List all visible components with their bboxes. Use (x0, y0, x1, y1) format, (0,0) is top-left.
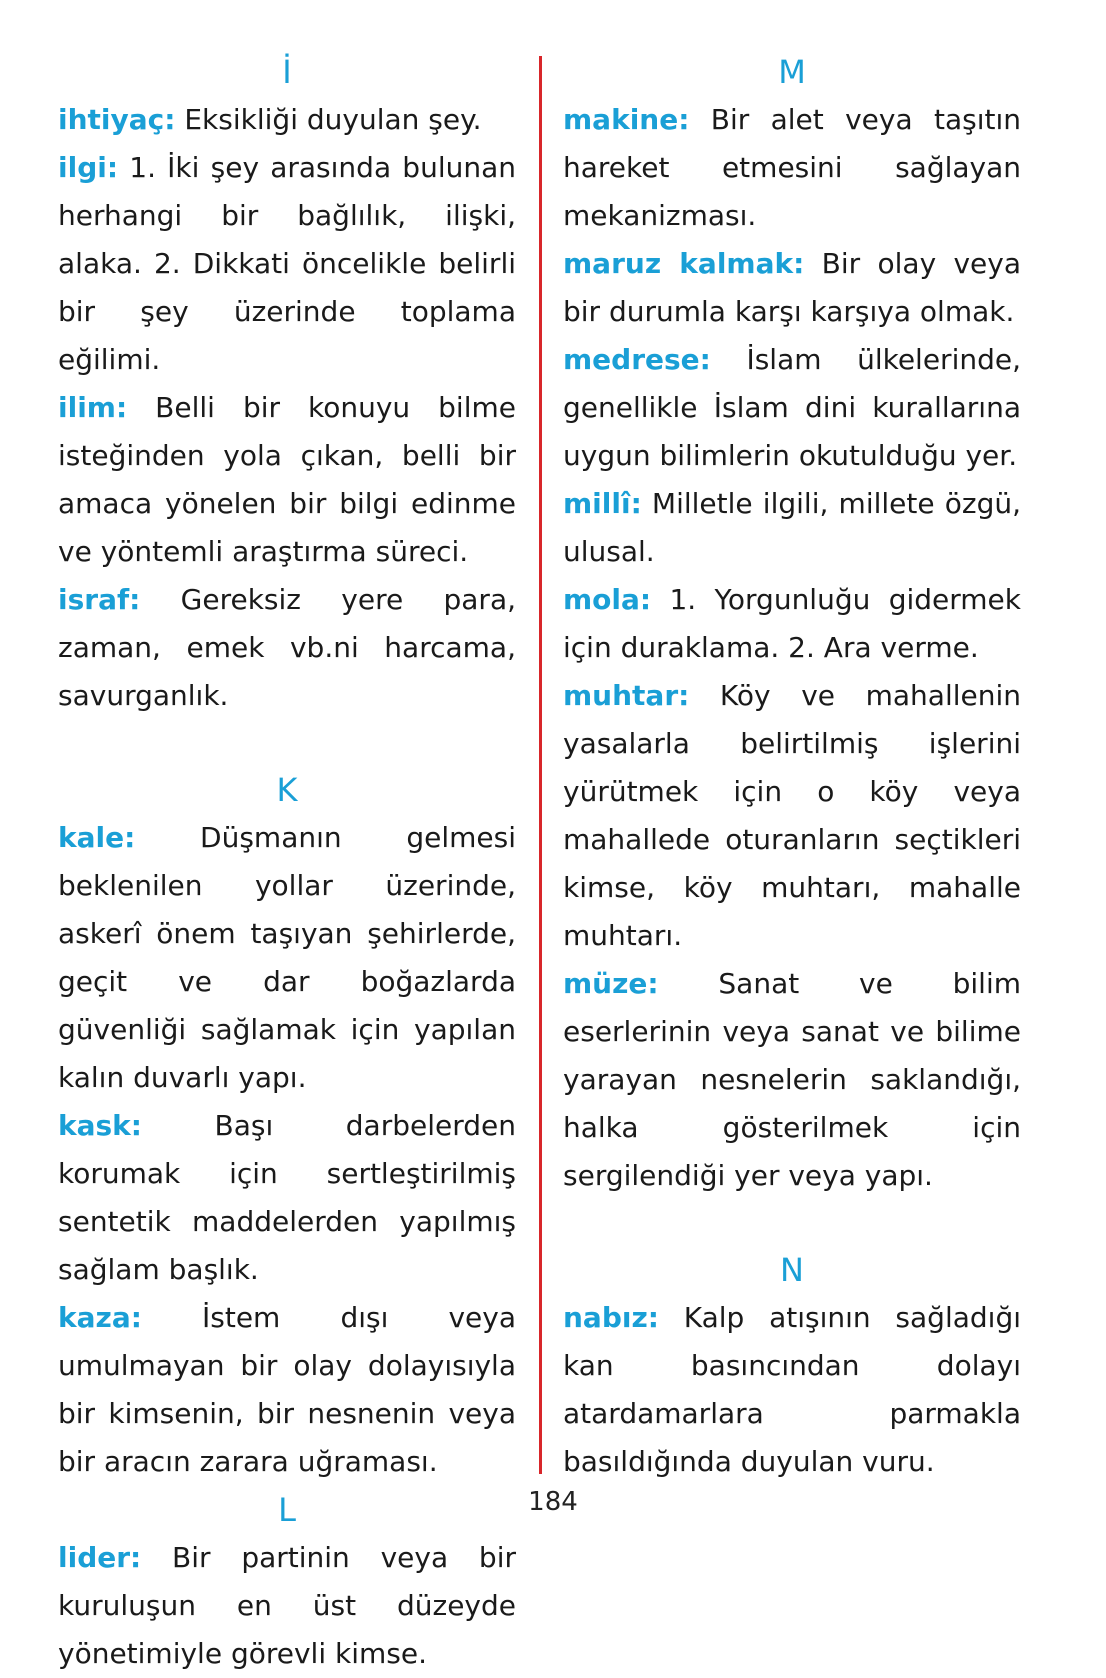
section-gap (563, 1200, 1021, 1246)
section-letter-n: N (780, 1251, 804, 1289)
glossary-entry (563, 1294, 1021, 1486)
section-letter-l: L (278, 1491, 296, 1529)
glossary-entry (563, 480, 1021, 576)
entries-m (563, 96, 1021, 1200)
entry-definition: Eksikliği duyulan şey. (175, 103, 482, 136)
glossary-entry (58, 814, 516, 1102)
entry-definition: Milletle ilgili, millete özgü, ulusal. (563, 487, 1021, 568)
entry-definition: Bir partinin veya bir kuruluşun en üst düzeyde yönetimiyle görevli kimse. (58, 1541, 516, 1670)
entry-definition: İslam ülkelerinde, genellikle İslam dini kurallarına uygun bilimlerin okutulduğu yer. (563, 343, 1021, 472)
glossary-entry (58, 576, 516, 720)
glossary-entry (58, 1294, 516, 1486)
entry-definition: Kalp atışının sağladığı kan basıncından dolayı atardamarlara parmakla basıldığında duyulan vuru. (563, 1301, 1021, 1478)
glossary-entry (563, 960, 1021, 1200)
entry-definition: 1. Yorgunluğu gidermek için duraklama. 2. Ara verme. (563, 583, 1021, 664)
entry-term: ihtiyaç: (58, 103, 176, 136)
entry-definition: Bir alet veya taşıtın hareket etmesini sağlayan mekanizması. (563, 103, 1021, 232)
glossary-entry (58, 144, 516, 384)
entry-definition: Düşmanın gelmesi beklenilen yollar üzerinde, askerî önem taşıyan şehirlerde, geçit ve dar boğazlarda güvenliği sağlamak için yapılan kalın duvarlı yapı. (58, 821, 516, 1094)
entry-term: mola: (563, 583, 652, 616)
entry-definition: İstem dışı veya umulmayan bir olay dolayısıyla bir kimsenin, bir nesnenin veya bir aracın zarara uğraması. (58, 1301, 516, 1478)
entry-term: ilgi: (58, 151, 119, 184)
glossary-entry (58, 96, 516, 144)
entry-definition: Gereksiz yere para, zaman, emek vb.ni harcama, savurganlık. (58, 583, 516, 712)
entry-definition: Belli bir konuyu bilme isteğinden yola çıkan, belli bir amaca yönelen bir bilgi edinme ve yöntemli araştırma süreci. (58, 391, 516, 568)
entry-term: lider: (58, 1541, 142, 1574)
section-gap (58, 720, 516, 766)
glossary-entry (58, 384, 516, 576)
entry-term: maruz kalmak: (563, 247, 805, 280)
entry-term: nabız: (563, 1301, 659, 1334)
entry-term: kask: (58, 1109, 142, 1142)
entry-term: ilim: (58, 391, 128, 424)
entry-definition: Bir olay veya bir durumla karşı karşıya olmak. (563, 247, 1022, 328)
section-letter-k: K (276, 771, 298, 809)
entries-l (58, 1534, 516, 1678)
entry-term: makine: (563, 103, 690, 136)
right-column (563, 48, 1021, 1486)
entry-term: muhtar: (563, 679, 690, 712)
section-letter-m: M (778, 53, 806, 91)
glossary-entry (58, 1102, 516, 1294)
entry-term: medrese: (563, 343, 711, 376)
entries-n (563, 1294, 1021, 1486)
entries-i (58, 96, 516, 720)
glossary-entry (58, 1534, 516, 1678)
glossary-entry (563, 672, 1021, 960)
entry-definition: Başı darbelerden korumak için sertleştirilmiş sentetik maddelerden yapılmış sağlam başlık. (58, 1109, 516, 1286)
glossary-entry (563, 96, 1021, 240)
page-number: 184 (528, 1487, 578, 1517)
section-letter-i: İ (282, 53, 292, 91)
entries-k (58, 814, 516, 1486)
entry-term: kaza: (58, 1301, 142, 1334)
entry-term: israf: (58, 583, 141, 616)
glossary-entry (563, 336, 1021, 480)
entry-term: kale: (58, 821, 136, 854)
entry-term: müze: (563, 967, 659, 1000)
glossary-entry (563, 240, 1021, 336)
left-column (58, 48, 516, 1678)
entry-definition: Köy ve mahallenin yasalarla belirtilmiş işlerini yürütmek için o köy veya mahallede oturanların seçtikleri kimse, köy muhtarı, mahalle muhtarı. (563, 679, 1021, 952)
column-divider (539, 56, 542, 1474)
glossary-entry (563, 576, 1021, 672)
entry-term: millî: (563, 487, 642, 520)
entry-definition: Sanat ve bilim eserlerinin veya sanat ve bilime yarayan nesnelerin saklandığı, halka gösterilmek için sergilendiği yer veya yapı. (563, 967, 1021, 1192)
entry-definition: 1. İki şey arasında bulunan herhangi bir bağlılık, ilişki, alaka. 2. Dikkati öncelikle belirli bir şey üzerinde toplama eğilimi. (58, 151, 516, 376)
